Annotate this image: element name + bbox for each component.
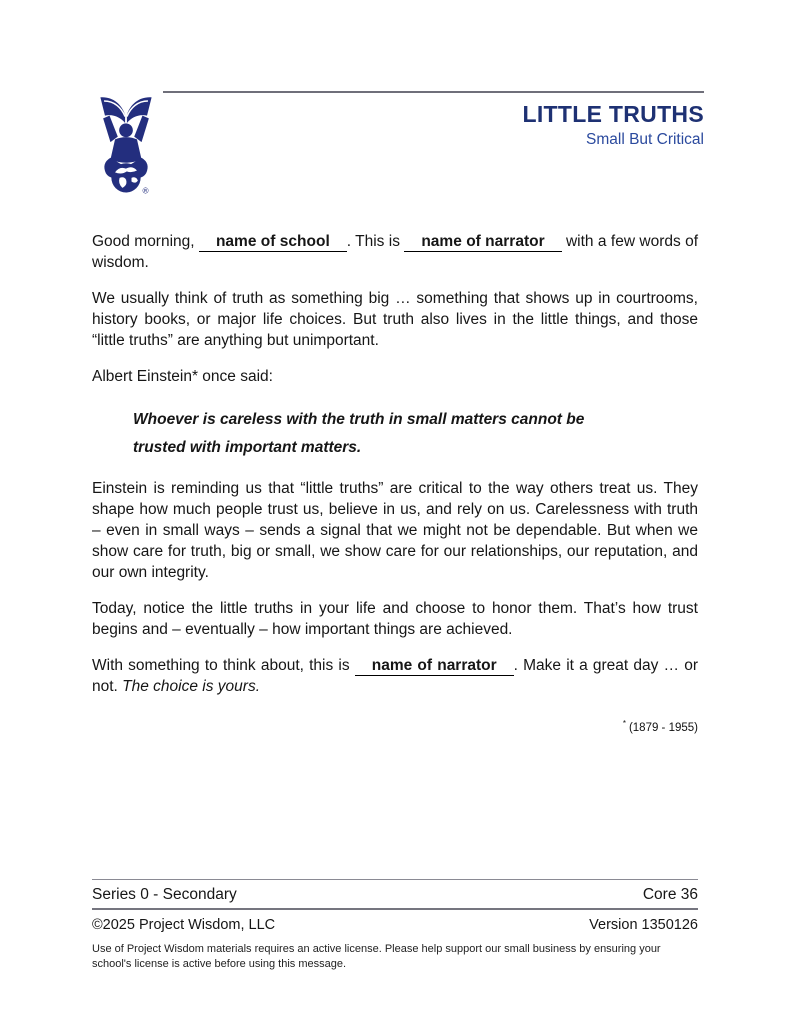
copyright-label: ©2025 Project Wisdom, LLC (92, 917, 276, 933)
version-label: Version 1350126 (589, 917, 698, 933)
series-row (92, 885, 698, 904)
school-name-blank: name of school (199, 233, 347, 252)
footnote-dates: (1879 - 1955) (628, 721, 698, 734)
closing-paragraph (92, 655, 698, 697)
footer-divider-bottom (92, 908, 698, 910)
license-text: Use of Project Wisdom materials requires an active license. Please help support our small business by ensuring your school's license is active before using this message. (92, 943, 661, 970)
narrator-name-blank: name of narrator (404, 233, 561, 252)
closing-pre: With something to think about, this is (92, 657, 355, 674)
closing-narrator-blank: name of narrator (355, 657, 514, 676)
closing-tagline: The choice is yours. (122, 678, 261, 695)
header-divider (163, 91, 704, 93)
einstein-quote-line2: trusted with important matters. (133, 439, 362, 456)
page-subtitle: Small But Critical (586, 131, 704, 148)
closing-mid: . Make it a great day … or not. (92, 657, 699, 695)
truth-big-paragraph: We usually think of truth as something big … something that shows up in courtrooms, history books, or major life choices. But truth also lives in the little things, and those “little truths” are anything but unimportant. (92, 290, 698, 349)
einstein-intro-paragraph: Albert Einstein* once said: (92, 368, 273, 385)
einstein-quote (133, 406, 698, 462)
footer-divider-top (92, 879, 698, 880)
einstein-dates-footnote (92, 713, 698, 739)
series-label: Series 0 - Secondary (92, 886, 237, 903)
today-paragraph: Today, notice the little truths in your life and choose to honor them. That’s how trust begins and – eventually – how important things are achieved. (92, 600, 698, 638)
copyright-row (92, 916, 698, 934)
script-body (92, 231, 698, 739)
greeting-paragraph (92, 231, 698, 273)
person-book-globe-icon (94, 92, 158, 196)
greeting-mid: . This is (346, 233, 405, 250)
registered-mark: ® (142, 186, 149, 196)
greeting-pre: Good morning, (92, 233, 199, 250)
footnote-asterisk: * (622, 719, 626, 728)
core-label: Core 36 (642, 886, 698, 903)
project-wisdom-logo (94, 92, 158, 196)
einstein-meaning-paragraph: Einstein is reminding us that “little truths” are critical to the way others treat us. They shape how much people trust us, believe in us, and rely on us. Carelessness with truth – even in small ways – sends a signal that we might not be dependable. But when we show care for truth, big or small, we show care for our relationships, our reputation, and our own integrity. (92, 480, 698, 581)
greeting-post: with a few words of wisdom. (92, 233, 699, 271)
page-title: LITTLE TRUTHS (522, 101, 704, 127)
page-footer (92, 879, 698, 972)
globe-icon (111, 163, 140, 192)
einstein-quote-line1: Whoever is careless with the truth in small matters cannot be (133, 411, 585, 428)
masthead (523, 101, 705, 149)
